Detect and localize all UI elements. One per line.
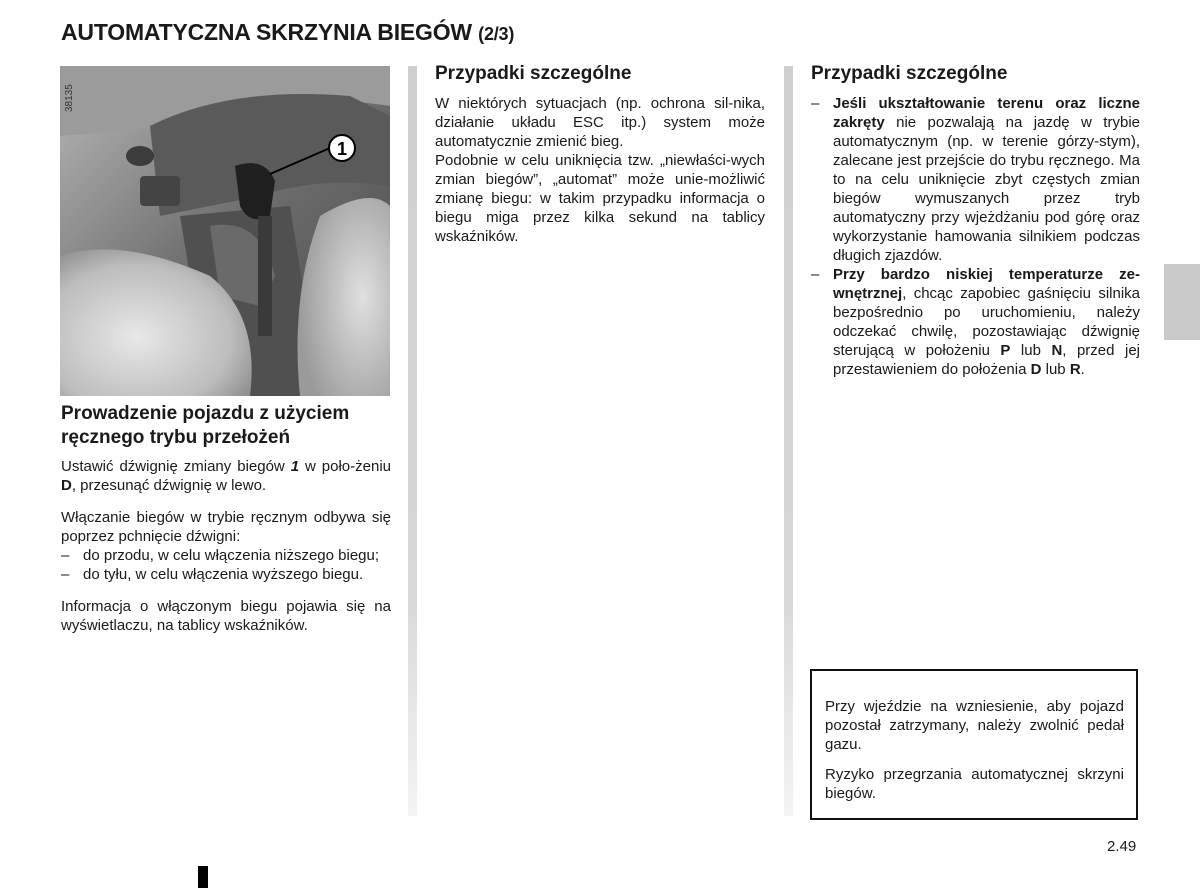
callout-1: 1 [336,139,348,159]
column-2-text [435,94,765,246]
list-item [61,565,391,584]
column-divider [408,66,417,816]
text-run: , przed jej przestawieniem do położenia [833,342,1140,378]
text-run: , chcąc zapobiec gaśnięciu silnika bezpośrednio po uruchomieniu, należy odczekać chwilę, pozostawiając dźwignię sterującą w położeniu [833,285,1140,359]
text-run: . [1080,361,1085,378]
heading-line: Prowadzenie pojazdu z użyciem [61,403,350,424]
title-text: AUTOMATYCZNA SKRZYNIA BIEGÓW [61,19,472,45]
column-3-text [811,94,1140,392]
title-subtitle: (2/3) [478,24,515,44]
paragraph: W niektórych sytuacjach (np. ochrona sil-nika, działanie układu ESC itp.) system może automatycznie zmienić bieg. [435,95,765,150]
text-run: D [1030,361,1042,378]
text-run: Jeśli ukształtowanie terenu oraz liczne zakręty [833,95,1140,131]
text-run: lub [1041,361,1070,378]
dash-list [811,94,1140,379]
text-run: lub [1010,342,1052,359]
text-run: nie pozwalają na jazdę w trybie automatycznym (np. w terenie górzy-stym), zalecane jest przejście do trybu ręcznego. Ma to na celu uniknięcie zbyt częstych zmian biegów wymuszanych przez tryb automatyczny przy wjeżdżaniu pod górę oraz wykorzystanie hamowania silnikiem podczas długich zjazdów. [833,114,1140,264]
dash-list [61,546,391,584]
dash: – [811,266,820,283]
paragraph: Włączanie biegów w trybie ręcznym odbywa się poprzez pchnięcie dźwigni: [61,509,391,545]
list-item [811,265,1140,379]
paragraph: Przy wjeździe na wzniesienie, aby pojazd pozostał zatrzymany, należy zwolnić pedał gazu. [825,698,1124,753]
text-run: D [61,477,72,494]
page-number: 2.49 [1107,838,1137,855]
print-mark [198,866,208,888]
list-item-text: do przodu, w celu włączenia niższego biegu; [83,547,380,564]
text-run: , przesunąć dźwignię w lewo. [71,477,267,494]
paragraph: Podobnie w celu uniknięcia tzw. „niewłaści-wych zmian biegów”, „automat” może unie-możliwić zmianę biegu: w takim przypadku informacja o biegu miga przez kilka sekund na tablicy wskaźników. [435,152,765,245]
text-run: Przy bardzo niskiej temperaturze ze-wnętrznej [833,266,1140,302]
column-divider [784,66,793,816]
paragraph: Ryzyko przegrzania automatycznej skrzyni biegów. [825,766,1124,802]
text-run: P [1000,342,1011,359]
text-run: 1 [290,458,300,475]
paragraph: Informacja o włączonym biegu pojawia się na wyświetlaczu, na tablicy wskaźników. [61,598,391,634]
chapter-tab [1164,264,1200,340]
list-item [61,546,391,565]
paragraph [61,457,391,495]
dash: – [61,547,70,564]
dash: – [61,566,70,583]
column-1-text [61,457,391,648]
heading-line: ręcznego trybu przełożeń [61,427,291,448]
list-item-text: do tyłu, w celu włączenia wyższego biegu. [83,566,364,583]
section-heading-manual-mode [61,402,391,450]
figure-code: 38135 [64,84,75,112]
text-run: Ustawić dźwignię zmiany biegów [61,458,291,475]
text-run: N [1051,342,1063,359]
warning-note-box [810,669,1138,820]
page-title [61,19,514,46]
section-heading-special-cases: Przypadki szczególne [435,63,632,84]
text-run: R [1069,361,1081,378]
list-item [811,94,1140,265]
text-run: w poło-żeniu [299,458,392,475]
dash: – [811,95,820,112]
section-heading-special-cases-2: Przypadki szczególne [811,63,1008,84]
gear-lever-photo [60,66,390,396]
